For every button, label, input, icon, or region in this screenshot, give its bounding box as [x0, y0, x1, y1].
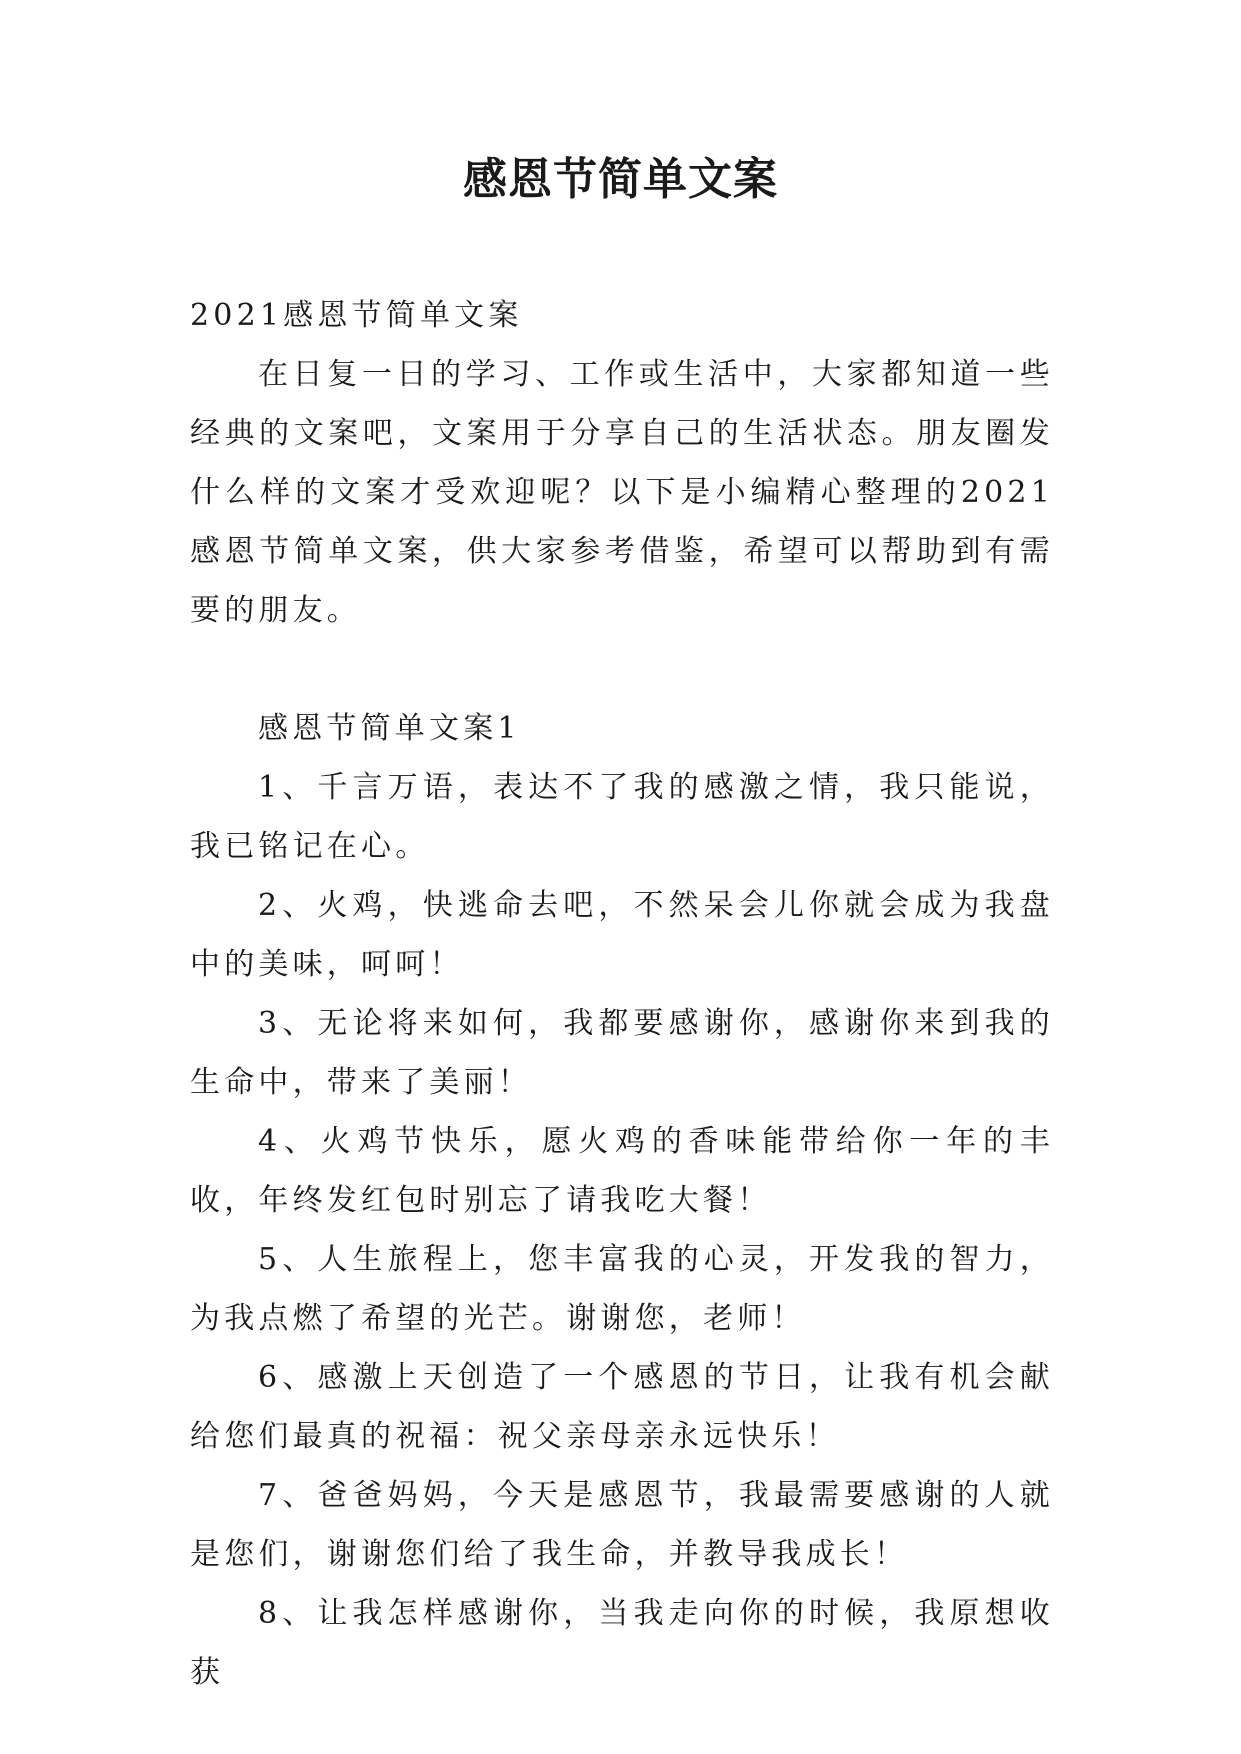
- list-item-4: 4、火鸡节快乐，愿火鸡的香味能带给你一年的丰收，年终发红包时别忘了请我吃大餐！: [190, 1124, 1054, 1218]
- list-item-5: 5、人生旅程上，您丰富我的心灵，开发我的智力，为我点燃了希望的光芒。谢谢您，老师！: [190, 1242, 1054, 1336]
- document-title: 感恩节简单文案: [463, 154, 778, 205]
- list-item-2: 2、火鸡，快逃命去吧，不然呆会儿你就会成为我盘中的美味，呵呵！: [190, 888, 1054, 982]
- list-item-3: 3、无论将来如何，我都要感谢你，感谢你来到我的生命中，带来了美丽！: [190, 1006, 1054, 1100]
- paragraph-spacer: [190, 640, 1054, 699]
- list-item-1: 1、千言万语，表达不了我的感激之情，我只能说，我已铭记在心。: [190, 770, 1054, 864]
- list-item-7: 7、爸爸妈妈，今天是感恩节，我最需要感谢的人就是您们，谢谢您们给了我生命，并教导我成长！: [190, 1478, 1054, 1572]
- document-subtitle: 2021感恩节简单文案: [190, 298, 523, 333]
- intro-paragraph: 在日复一日的学习、工作或生活中，大家都知道一些经典的文案吧，文案用于分享自己的生活状态。朋友圈发什么样的文案才受欢迎呢？以下是小编精心整理的2021感恩节简单文案，供大家参考借鉴，希望可以帮助到有需要的朋友。: [190, 357, 1054, 628]
- document-body: [190, 286, 1054, 1702]
- list-item-6: 6、感激上天创造了一个感恩的节日，让我有机会献给您们最真的祝福：祝父亲母亲永远快乐！: [190, 1360, 1054, 1454]
- list-item-8: 8、让我怎样感谢你，当我走向你的时候，我原想收获: [190, 1596, 1054, 1690]
- section-heading: 感恩节简单文案1: [258, 711, 521, 746]
